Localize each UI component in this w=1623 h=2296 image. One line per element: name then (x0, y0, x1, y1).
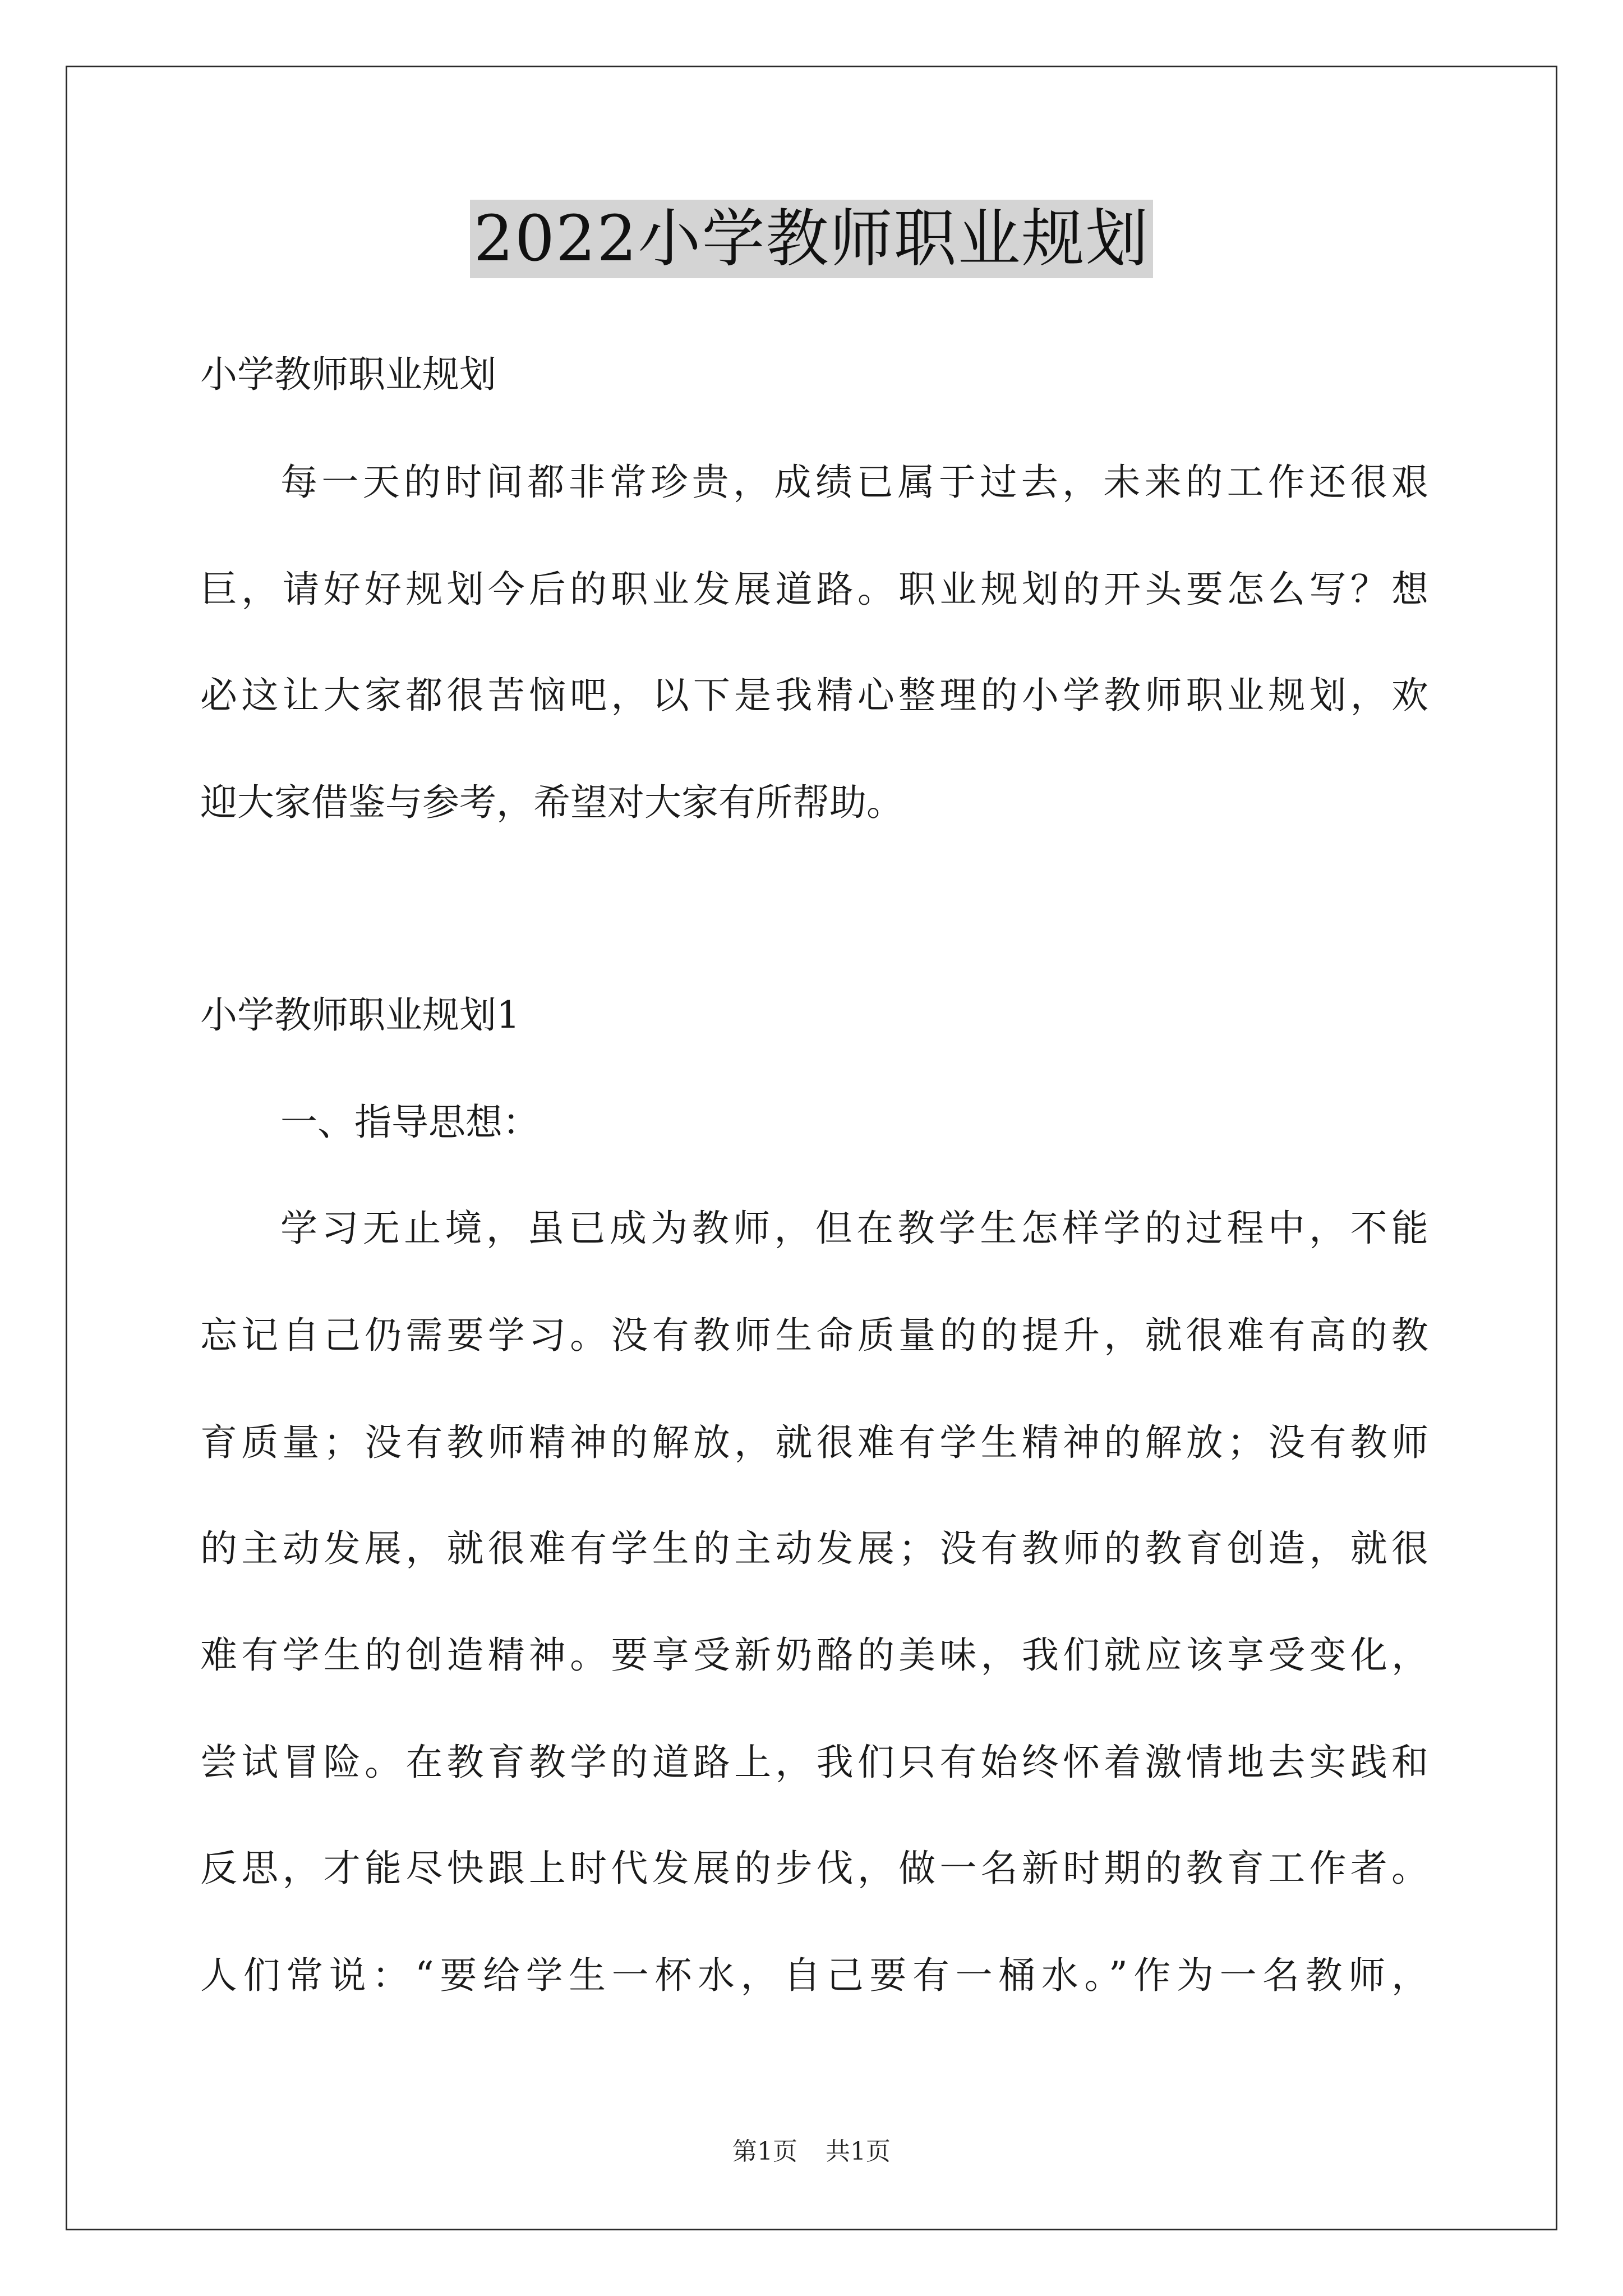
subsection-heading: 一、指导思想： (280, 1101, 540, 1144)
body-line-5: 难有学生的创造精神。要享受新奶酪的美味，我们就应该享受变化， (200, 1634, 1428, 1677)
intro-line-4: 迎大家借鉴与参考，希望对大家有所帮助。 (200, 781, 903, 824)
page-footer (0, 2137, 1623, 2167)
intro-line-2: 巨，请好好规划今后的职业发展道路。职业规划的开头要怎么写？想 (200, 568, 1428, 611)
body-line-6: 尝试冒险。在教育教学的道路上，我们只有始终怀着激情地去实践和 (200, 1741, 1428, 1784)
intro-line-3: 必这让大家都很苦恼吧，以下是我精心整理的小学教师职业规划，欢 (200, 674, 1428, 717)
body-line-7: 反思，才能尽快跟上时代发展的步伐，做一名新时期的教育工作者。 (200, 1847, 1428, 1890)
title-container (0, 200, 1623, 278)
document-title: 2022小学教师职业规划 (470, 200, 1152, 278)
body-line-1: 学习无止境，虽已成为教师，但在教学生怎样学的过程中，不能 (280, 1207, 1428, 1250)
page-number-total: 共1页 (826, 2137, 891, 2166)
body-line-3: 育质量；没有教师精神的解放，就很难有学生精神的解放；没有教师 (200, 1421, 1428, 1464)
page-number-current: 第1页 (732, 2137, 797, 2166)
body-line-2: 忘记自己仍需要学习。没有教师生命质量的的提升，就很难有高的教 (200, 1314, 1428, 1357)
intro-line-1: 每一天的时间都非常珍贵，成绩已属于过去，未来的工作还很艰 (280, 461, 1428, 504)
body-line-8: 人们常说：“要给学生一杯水，自己要有一桶水。”作为一名教师， (200, 1954, 1428, 1997)
section-heading: 小学教师职业规划1 (200, 993, 520, 1037)
document-subtitle: 小学教师职业规划 (200, 353, 496, 396)
body-line-4: 的主动发展，就很难有学生的主动发展；没有教师的教育创造，就很 (200, 1527, 1428, 1570)
